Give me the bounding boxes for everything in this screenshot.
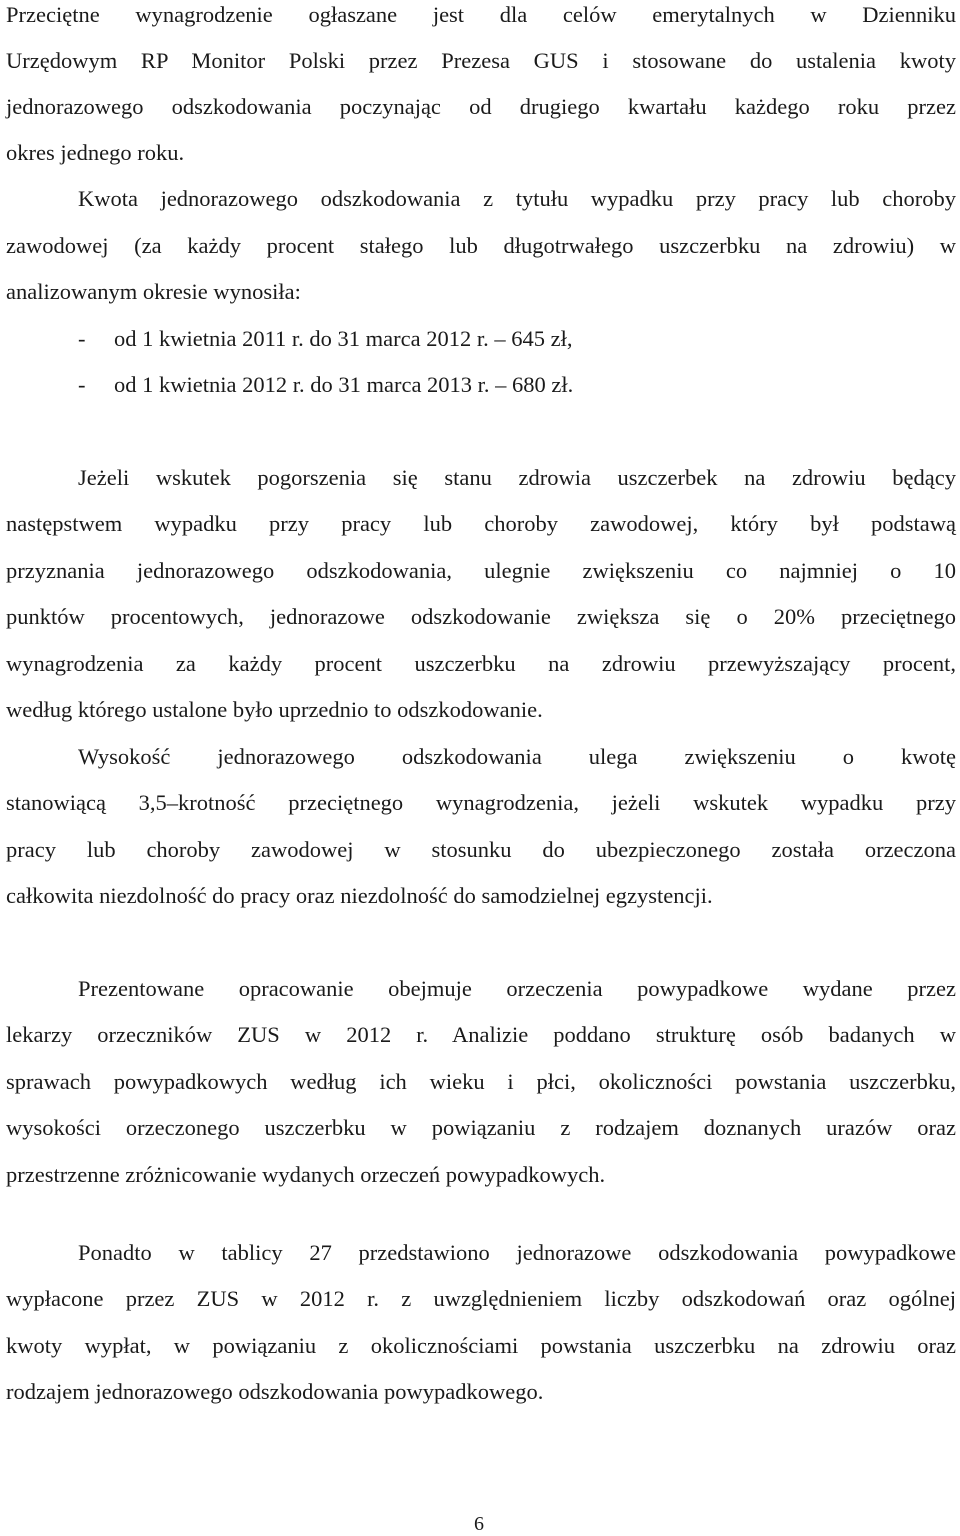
text-line: całkowita niezdolność do pracy oraz niezdolność do samodzielnej egzystencji. xyxy=(6,883,713,908)
text-line: lekarzy orzeczników ZUS w 2012 r. Analizie poddano strukturę osób badanych w xyxy=(6,1022,956,1047)
list-item-text: od 1 kwietnia 2012 r. do 31 marca 2013 r. – 680 zł. xyxy=(114,372,574,397)
text-line: przyznania jednorazowego odszkodowania, ulegnie zwiększeniu co najmniej o 10 xyxy=(6,558,956,583)
text-line: rodzajem jednorazowego odszkodowania powypadkowego. xyxy=(6,1379,544,1404)
text-line: według którego ustalone było uprzednio to odszkodowanie. xyxy=(6,697,543,722)
text-line: zawodowej (za każdy procent stałego lub długotrwałego uszczerbku na zdrowiu) w xyxy=(6,233,956,258)
text-line: Przeciętne wynagrodzenie ogłaszane jest dla celów emerytalnych w Dzienniku xyxy=(6,2,956,27)
list-dash: - xyxy=(78,372,86,397)
text-line: stanowiącą 3,5–krotność przeciętnego wynagrodzenia, jeżeli wskutek wypadku przy xyxy=(6,790,956,815)
text-line: Wysokość jednorazowego odszkodowania ulega zwiększeniu o kwotę xyxy=(78,744,956,769)
list-item-text: od 1 kwietnia 2011 r. do 31 marca 2012 r. – 645 zł, xyxy=(114,326,573,351)
text-line: punktów procentowych, jednorazowe odszkodowanie zwiększa się o 20% przeciętnego xyxy=(6,604,956,629)
list-item xyxy=(6,370,956,400)
text-line: Urzędowym RP Monitor Polski przez Prezesa GUS i stosowane do ustalenia kwoty xyxy=(6,48,956,73)
list-dash: - xyxy=(78,326,86,351)
text-line: okres jednego roku. xyxy=(6,140,185,165)
text-line: następstwem wypadku przy pracy lub choroby zawodowej, który był podstawą xyxy=(6,511,956,536)
page-number: 6 xyxy=(474,1513,484,1535)
list-item xyxy=(6,324,956,354)
text-line: sprawach powypadkowych według ich wieku i płci, okoliczności powstania uszczerbku, xyxy=(6,1069,956,1094)
text-line: Prezentowane opracowanie obejmuje orzeczenia powypadkowe wydane przez xyxy=(78,976,956,1001)
text-line: wynagrodzenia za każdy procent uszczerbku na zdrowiu przewyższający procent, xyxy=(6,651,956,676)
text-line: Ponadto w tablicy 27 przedstawiono jednorazowe odszkodowania powypadkowe xyxy=(78,1240,956,1265)
text-line: pracy lub choroby zawodowej w stosunku do ubezpieczonego została orzeczona xyxy=(6,837,956,862)
text-line: przestrzenne zróżnicowanie wydanych orzeczeń powypadkowych. xyxy=(6,1162,606,1187)
text-line: wypłacone przez ZUS w 2012 r. z uwzględnieniem liczby odszkodowań oraz ogólnej xyxy=(6,1286,956,1311)
text-line: Jeżeli wskutek pogorszenia się stanu zdrowia uszczerbek na zdrowiu będący xyxy=(78,465,956,490)
text-line: Kwota jednorazowego odszkodowania z tytułu wypadku przy pracy lub choroby xyxy=(78,186,956,211)
text-line: kwoty wypłat, w powiązaniu z okolicznościami powstania uszczerbku na zdrowiu oraz xyxy=(6,1333,956,1358)
text-line: jednorazowego odszkodowania poczynając od drugiego kwartału każdego roku przez xyxy=(6,94,956,119)
text-line: analizowanym okresie wynosiła: xyxy=(6,279,301,304)
text-line: wysokości orzeczonego uszczerbku w powiązaniu z rodzajem doznanych urazów oraz xyxy=(6,1115,956,1140)
